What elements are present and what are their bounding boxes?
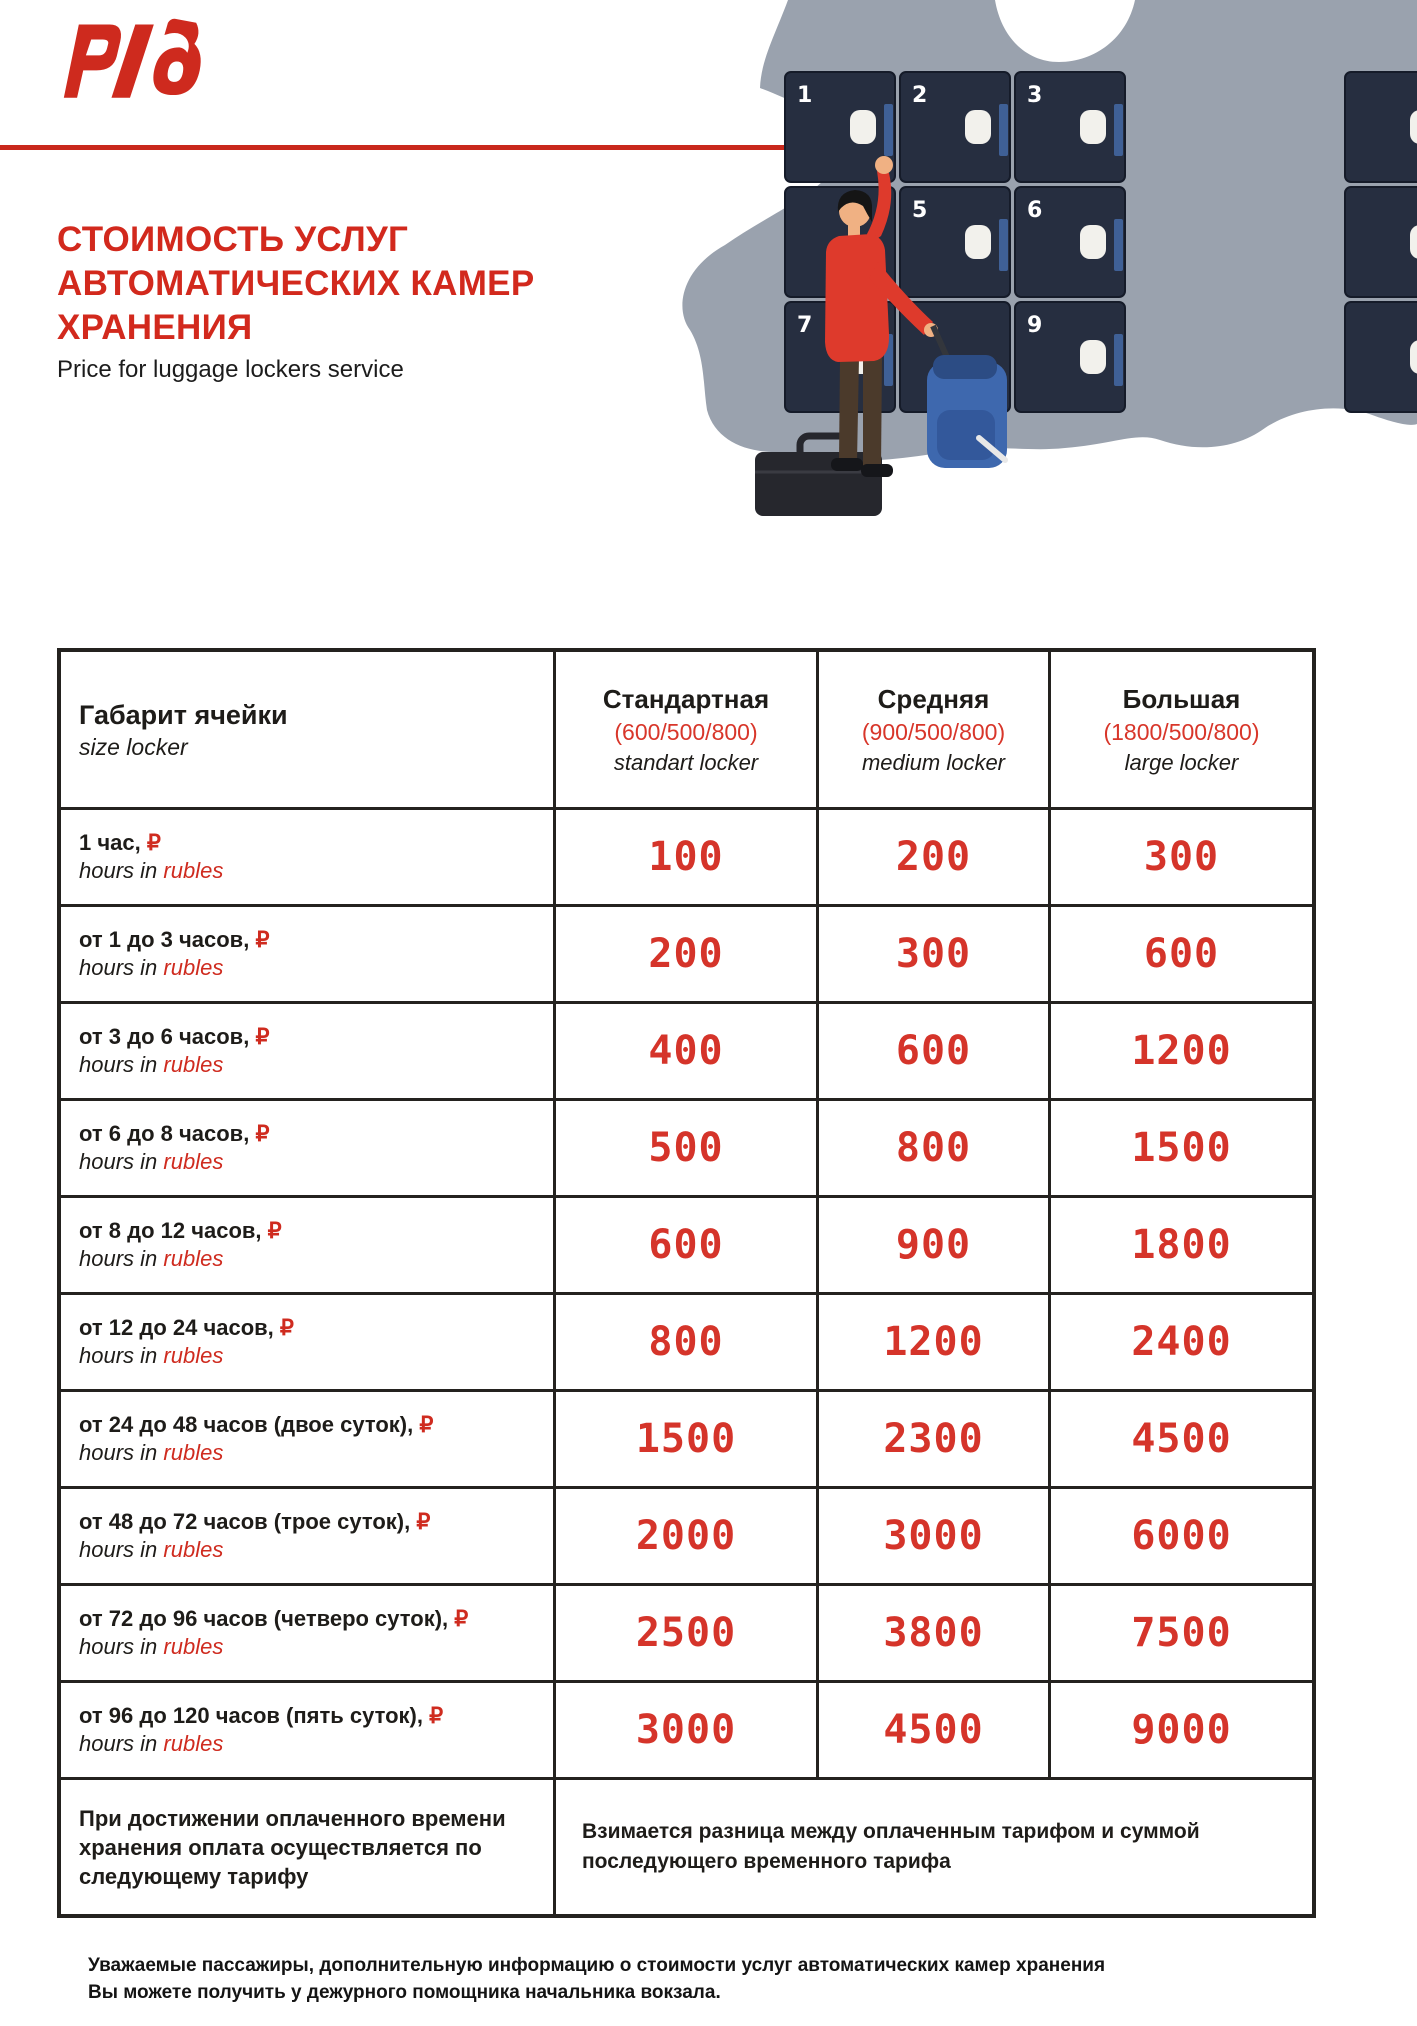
tariff-row-label [61,1292,553,1389]
ruble-sign: ₽ [255,1121,270,1146]
locker-number: 3 [1027,83,1043,108]
ruble-sign: ₽ [416,1509,431,1534]
locker-door [1345,302,1417,412]
tariff-row-label [61,1486,553,1583]
price-value-large: 1500 [1048,1098,1312,1195]
poster-title [57,218,677,350]
tariff-duration-ru: от 72 до 96 часов (четверо суток), ₽ [79,1606,469,1631]
price-value-large: 6000 [1048,1486,1312,1583]
price-value-large: 1200 [1048,1001,1312,1098]
locker-number: 1 [797,83,813,108]
tariff-duration-en: hours in rubles [79,1634,224,1659]
ruble-sign: ₽ [279,1315,294,1340]
price-value-standard: 100 [553,807,816,904]
ruble-sign: ₽ [429,1703,444,1728]
tariff-duration-ru: от 3 до 6 часов, ₽ [79,1024,270,1049]
footer-note-line2: Вы можете получить у дежурного помощника начальника вокзала. [88,1982,721,2003]
tariff-duration-ru: от 96 до 120 часов (пять суток), ₽ [79,1703,444,1728]
tariff-duration-en: hours in rubles [79,1440,224,1465]
tariff-duration-ru: от 6 до 8 часов, ₽ [79,1121,270,1146]
tariff-row-label [61,904,553,1001]
title-line: ХРАНЕНИЯ [57,308,253,347]
price-value-medium: 300 [816,904,1048,1001]
locker-door [1345,187,1417,297]
overrun-rule-text: Взимается разница между оплаченным тарифом и суммой последующего временного тарифа [553,1777,1312,1914]
price-value-standard: 400 [553,1001,816,1098]
ruble-sign: ₽ [419,1412,434,1437]
price-value-standard: 2500 [553,1583,816,1680]
locker-number: 7 [797,313,813,338]
tariff-duration-ru: от 8 до 12 часов, ₽ [79,1218,282,1243]
locker-number: 2 [912,83,928,108]
column-header-large: Большая (1800/500/800) large locker [1048,652,1312,807]
tariff-duration-ru: от 24 до 48 часов (двое суток), ₽ [79,1412,434,1437]
title-line: СТОИМОСТЬ УСЛУГ [57,220,409,259]
locker-number: 5 [912,198,928,223]
locker-door [1345,72,1417,182]
price-table [57,648,1316,1918]
rzd-logo-icon [55,12,205,104]
price-value-standard: 500 [553,1098,816,1195]
price-value-medium: 3000 [816,1486,1048,1583]
price-value-medium: 3800 [816,1583,1048,1680]
title-line: АВТОМАТИЧЕСКИХ КАМЕР [57,264,535,303]
price-value-medium: 900 [816,1195,1048,1292]
size-header-ru: Габарит ячейки [79,699,288,730]
ruble-sign: ₽ [454,1606,469,1631]
price-value-large: 4500 [1048,1389,1312,1486]
ruble-sign: ₽ [146,830,161,855]
price-value-large: 9000 [1048,1680,1312,1777]
locker-number: 9 [1027,313,1043,338]
tariff-row-label [61,1195,553,1292]
size-header-cell [61,652,553,807]
tariff-row-label [61,1680,553,1777]
price-value-standard: 1500 [553,1389,816,1486]
ruble-sign: ₽ [267,1218,282,1243]
price-value-large: 300 [1048,807,1312,904]
price-value-standard: 2000 [553,1486,816,1583]
price-value-large: 1800 [1048,1195,1312,1292]
tariff-row-label [61,807,553,904]
tariff-duration-ru: от 48 до 72 часов (трое суток), ₽ [79,1509,431,1534]
tariff-row-label [61,1389,553,1486]
price-value-standard: 200 [553,904,816,1001]
price-value-large: 7500 [1048,1583,1312,1680]
price-value-medium: 800 [816,1098,1048,1195]
tariff-duration-en: hours in rubles [79,1246,224,1271]
price-value-large: 2400 [1048,1292,1312,1389]
price-value-medium: 2300 [816,1389,1048,1486]
column-header-medium: Средняя (900/500/800) medium locker [816,652,1048,807]
tariff-duration-en: hours in rubles [79,1052,224,1077]
ruble-sign: ₽ [255,1024,270,1049]
price-value-standard: 3000 [553,1680,816,1777]
column-header-standard: Стандартная (600/500/800) standart locker [553,652,816,807]
poster-subtitle-en: Price for luggage lockers service [57,356,404,383]
tariff-duration-en: hours in rubles [79,955,224,980]
ruble-sign: ₽ [255,927,270,952]
price-value-medium: 600 [816,1001,1048,1098]
tariff-row-label [61,1001,553,1098]
tariff-duration-en: hours in rubles [79,1537,224,1562]
price-value-medium: 200 [816,807,1048,904]
lockers-illustration [575,0,1417,530]
tariff-duration-ru: 1 час, ₽ [79,830,161,855]
locker-number: 6 [1027,198,1043,223]
tariff-duration-en: hours in rubles [79,1731,224,1756]
price-value-medium: 1200 [816,1292,1048,1389]
overrun-rule-label: При достижении оплаченного времени хранения оплата осуществляется по следующему тарифу [61,1777,553,1914]
tariff-row-label [61,1583,553,1680]
tariff-duration-ru: от 12 до 24 часов, ₽ [79,1315,294,1340]
size-header-en: size locker [79,733,188,760]
footer-note [88,1952,1188,2006]
tariff-duration-en: hours in rubles [79,1149,224,1174]
footer-note-line1: Уважаемые пассажиры, дополнительную информацию о стоимости услуг автоматических камер хранения [88,1955,1106,1976]
price-value-large: 600 [1048,904,1312,1001]
price-value-medium: 4500 [816,1680,1048,1777]
price-value-standard: 800 [553,1292,816,1389]
tariff-duration-en: hours in rubles [79,1343,224,1368]
tariff-duration-en: hours in rubles [79,858,224,883]
price-value-standard: 600 [553,1195,816,1292]
tariff-row-label [61,1098,553,1195]
tariff-duration-ru: от 1 до 3 часов, ₽ [79,927,270,952]
